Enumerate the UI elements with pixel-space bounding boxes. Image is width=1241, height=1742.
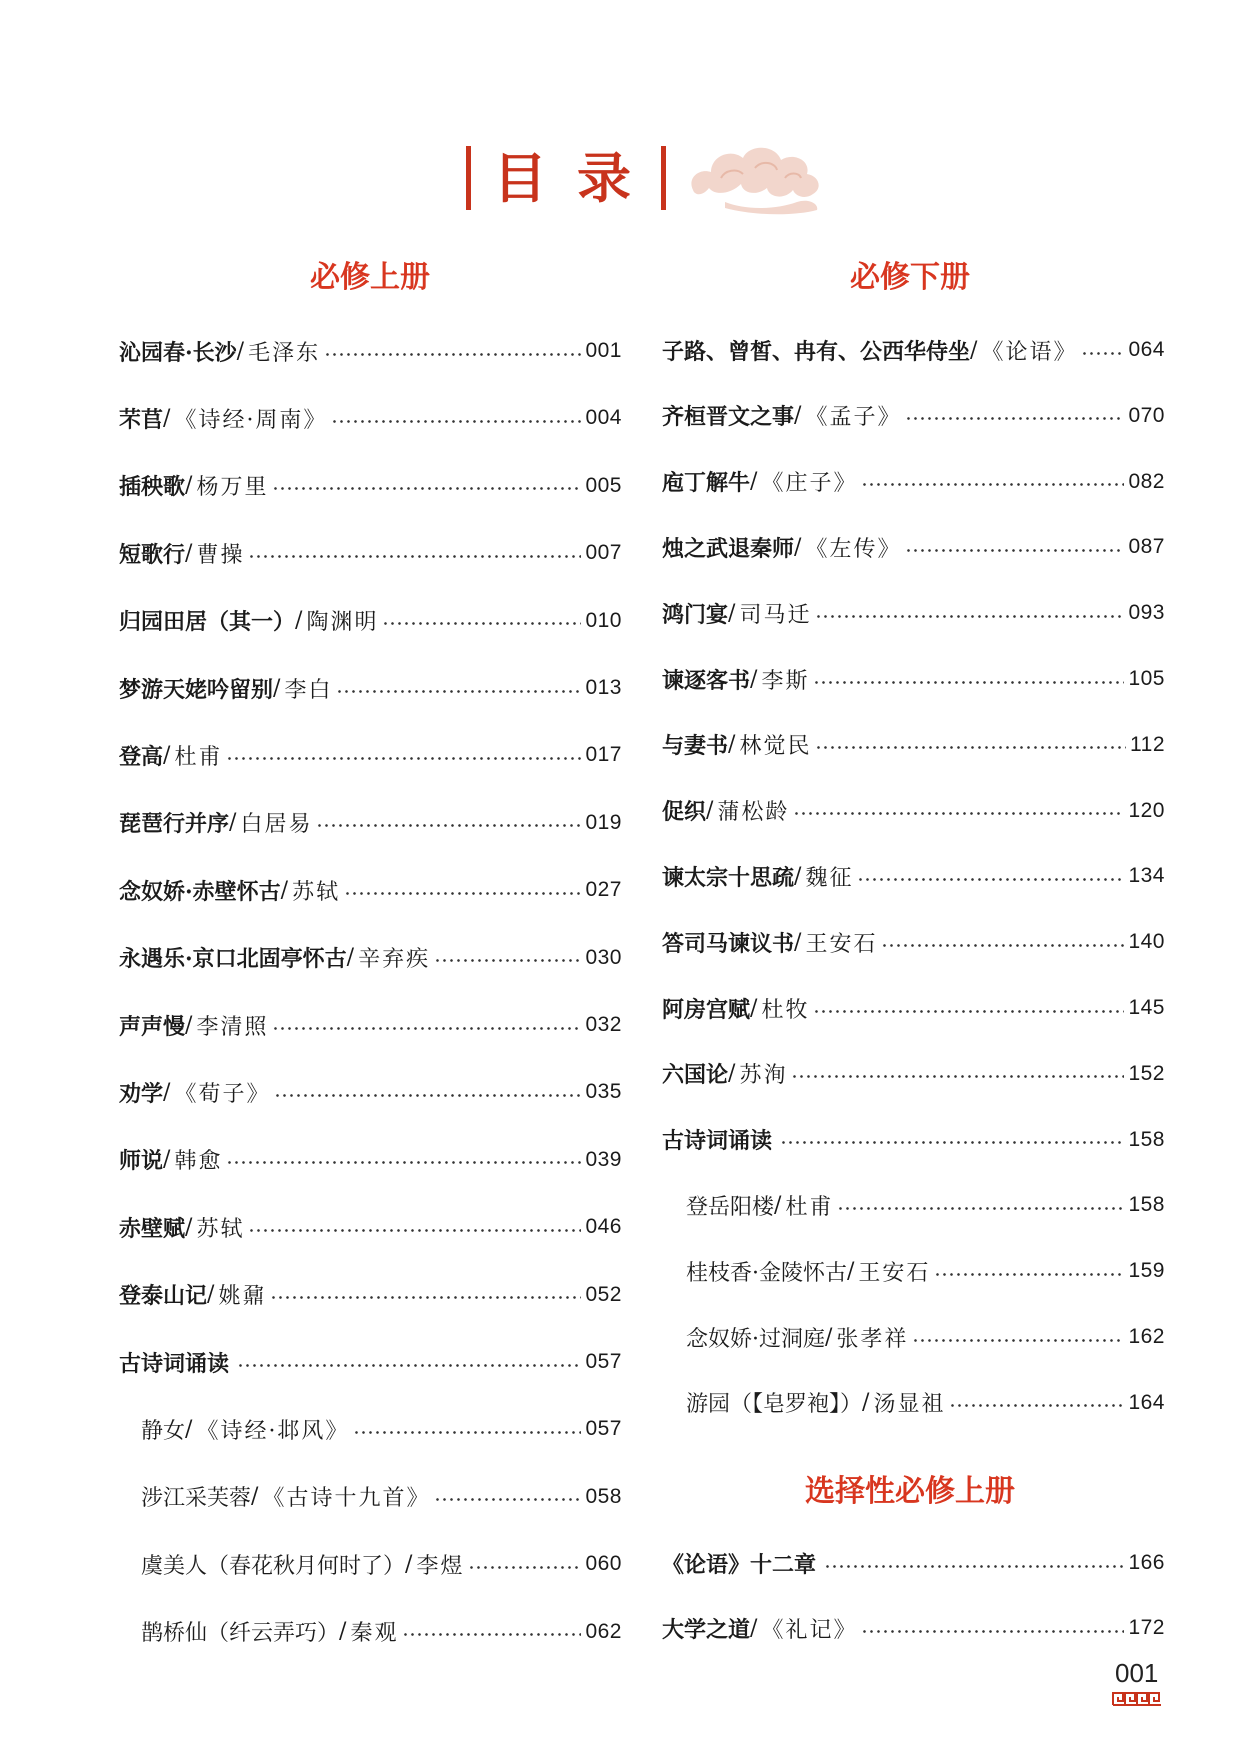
toc-entry-title: 《论语》十二章 <box>662 1551 817 1578</box>
toc-entry[interactable] <box>119 1275 622 1315</box>
toc-dot-leader <box>248 555 581 558</box>
cloud-decoration-icon <box>685 138 825 216</box>
toc-entry-title: 与妻书 <box>662 733 729 760</box>
toc-dot-leader <box>226 757 581 760</box>
toc-entry-author: 张孝祥 <box>836 1326 909 1352</box>
toc-dot-leader <box>857 878 1124 881</box>
toc-entry-title: 涉江采芙蓉 <box>141 1486 252 1512</box>
toc-entry-page-number: 152 <box>1128 1061 1165 1085</box>
toc-entry-title: 古诗词诵读 <box>119 1350 230 1377</box>
toc-entry[interactable] <box>119 870 622 910</box>
toc-entry-page-number: 032 <box>585 1013 622 1036</box>
toc-entry-author: 姚鼐 <box>218 1284 267 1310</box>
toc-entry-author: 李清照 <box>196 1014 269 1040</box>
toc-entry-author: 《庄子》 <box>761 471 858 497</box>
toc-entry-separator: / <box>750 469 758 495</box>
toc-entry-page-number: 027 <box>585 878 622 902</box>
toc-entry-separator: / <box>970 337 978 363</box>
toc-entry[interactable] <box>662 1120 1165 1160</box>
toc-dot-leader <box>336 690 581 693</box>
toc-entry-page-number: 060 <box>585 1552 622 1576</box>
toc-dot-leader <box>331 420 581 423</box>
toc-entry-separator: / <box>794 403 802 429</box>
toc-entry-title: 念奴娇·赤壁怀古 <box>119 878 281 905</box>
toc-entry-separator: / <box>774 1192 782 1218</box>
toc-entry-title: 短歌行 <box>119 541 186 568</box>
toc-entry-page-number: 070 <box>1128 403 1165 427</box>
toc-entry-separator: / <box>295 608 303 634</box>
section-heading-elective-1: 选择性必修上册 <box>805 1474 1015 1509</box>
toc-dot-leader <box>949 1404 1124 1407</box>
toc-entry-separator: / <box>229 810 237 836</box>
toc-entry-author: 汤显祖 <box>873 1392 946 1418</box>
toc-entry[interactable] <box>662 527 1165 567</box>
toc-entry-title: 游园（【皂罗袍】） <box>686 1392 863 1418</box>
toc-entry-title: 归园田居（其一） <box>119 609 296 636</box>
toc-dot-leader <box>248 1229 581 1232</box>
toc-entry[interactable] <box>662 659 1165 699</box>
toc-entry-page-number: 166 <box>1128 1551 1165 1574</box>
toc-entry-page-number: 035 <box>585 1080 622 1104</box>
toc-dot-leader <box>274 1094 581 1097</box>
toc-entry-separator: / <box>405 1551 413 1577</box>
toc-entry-title: 谏太宗十思疏 <box>662 864 795 891</box>
toc-entry[interactable] <box>662 988 1165 1028</box>
toc-dot-leader <box>881 944 1124 947</box>
toc-dot-leader <box>434 959 581 962</box>
toc-dot-leader <box>270 1296 581 1299</box>
toc-entry-author: 苏轼 <box>196 1216 245 1242</box>
toc-entry-author: 《论语》 <box>981 339 1078 365</box>
toc-entry-title: 鹊桥仙（纤云弄巧） <box>141 1621 340 1647</box>
toc-entry-author: 杨万里 <box>196 475 269 501</box>
toc-entry-page-number: 046 <box>585 1215 622 1239</box>
toc-entry-page-number: 162 <box>1128 1325 1165 1348</box>
toc-entry[interactable] <box>119 735 622 775</box>
toc-entry-separator: / <box>706 798 714 824</box>
toc-entry-page-number: 120 <box>1128 798 1165 822</box>
toc-entry-separator: / <box>251 1484 259 1510</box>
toc-dot-leader <box>912 1339 1124 1342</box>
toc-entry-page-number: 064 <box>1128 338 1165 361</box>
toc-entry-separator: / <box>185 1012 193 1038</box>
toc-entry-page-number: 001 <box>585 339 622 362</box>
toc-entry-separator: / <box>750 995 758 1021</box>
toc-entry-page-number: 052 <box>585 1282 622 1306</box>
toc-entry-page-number: 010 <box>585 608 622 632</box>
toc-entry-separator: / <box>794 863 802 889</box>
toc-entry[interactable] <box>141 1477 622 1517</box>
toc-entry-page-number: 158 <box>1128 1193 1165 1217</box>
toc-entry[interactable] <box>119 1140 622 1180</box>
toc-entry[interactable] <box>119 938 622 978</box>
toc-entry-author: 李煜 <box>416 1553 465 1579</box>
toc-dot-leader <box>272 1027 581 1030</box>
toc-entry[interactable] <box>662 1543 1165 1583</box>
toc-entry-author: 《孟子》 <box>805 405 902 431</box>
toc-entry-title: 声声慢 <box>119 1013 186 1040</box>
toc-entry-title: 大学之道 <box>662 1616 751 1643</box>
toc-dot-leader <box>793 812 1124 815</box>
toc-entry-separator: / <box>346 945 355 971</box>
toc-entry-title: 登泰山记 <box>119 1283 208 1310</box>
toc-dot-leader <box>815 746 1126 749</box>
toc-entry[interactable] <box>119 1207 622 1247</box>
toc-dot-leader <box>272 487 581 490</box>
toc-entry[interactable] <box>119 601 622 641</box>
toc-entry[interactable] <box>119 533 622 573</box>
toc-entry-page-number: 164 <box>1128 1390 1165 1414</box>
toc-entry-separator: / <box>207 1282 215 1308</box>
toc-entry-separator: / <box>847 1258 855 1284</box>
toc-entry-page-number: 172 <box>1128 1616 1165 1639</box>
toc-entry-title: 梦游天姥吟留别 <box>119 676 274 703</box>
toc-entry[interactable] <box>662 593 1165 633</box>
toc-entry-author: 王安石 <box>858 1260 931 1286</box>
toc-entry-page-number: 058 <box>585 1484 622 1508</box>
toc-entry-author: 陶渊明 <box>306 610 379 636</box>
section-heading-required-1: 必修上册 <box>310 260 430 295</box>
toc-entry-title: 齐桓晋文之事 <box>662 404 795 431</box>
toc-entry-author: 李白 <box>284 677 333 703</box>
toc-entry-author: 李斯 <box>761 668 810 694</box>
toc-dot-leader <box>344 892 581 895</box>
toc-entry-page-number: 145 <box>1128 996 1165 1019</box>
toc-dot-leader <box>1081 352 1124 355</box>
toc-entry-title: 芣苢 <box>119 406 164 433</box>
title-char-2: 录 <box>577 146 631 210</box>
toc-entry-page-number: 082 <box>1128 469 1165 493</box>
toc-entry-title: 永遇乐·京口北固亭怀古 <box>119 946 347 973</box>
toc-entry-separator: / <box>163 405 171 431</box>
toc-entry-author: 杜甫 <box>174 744 223 770</box>
toc-entry-separator: / <box>825 1324 833 1350</box>
toc-entry-page-number: 019 <box>585 810 622 834</box>
toc-entry-author: 《古诗十九首》 <box>262 1486 431 1512</box>
toc-entry-title: 烛之武退秦师 <box>662 535 795 562</box>
toc-entry-separator: / <box>728 600 736 626</box>
toc-dot-leader <box>226 1161 581 1164</box>
toc-entry[interactable] <box>119 331 622 371</box>
page-number: 001 <box>1115 1658 1159 1688</box>
toc-entry[interactable] <box>119 803 622 843</box>
toc-entry-page-number: 039 <box>585 1147 622 1171</box>
toc-dot-leader <box>382 622 581 625</box>
toc-entry-page-number: 112 <box>1130 732 1165 756</box>
toc-entry[interactable] <box>119 398 622 438</box>
toc-dot-leader <box>861 1630 1124 1633</box>
toc-entry-title: 桂枝香·金陵怀古 <box>686 1260 847 1286</box>
toc-entry-page-number: 158 <box>1128 1127 1165 1151</box>
toc-entry[interactable] <box>141 1544 622 1584</box>
toc-entry-author: 曹操 <box>196 542 245 568</box>
toc-entry-author: 毛泽东 <box>248 340 321 366</box>
toc-entry-author: 《荀子》 <box>174 1081 271 1107</box>
toc-entry-title: 答司马谏议书 <box>662 930 795 957</box>
toc-entry-author: 秦观 <box>350 1621 399 1647</box>
toc-dot-leader <box>468 1566 581 1569</box>
toc-entry[interactable] <box>686 1317 1165 1357</box>
toc-entry-page-number: 017 <box>585 743 622 767</box>
toc-dot-leader <box>824 1565 1124 1568</box>
toc-entry-title: 鸿门宴 <box>662 601 729 628</box>
toc-entry[interactable] <box>662 725 1165 765</box>
toc-dot-leader <box>316 824 581 827</box>
toc-entry-separator: / <box>185 1214 193 1240</box>
toc-entry[interactable] <box>119 1072 622 1112</box>
toc-dot-leader <box>815 615 1124 618</box>
toc-entry[interactable] <box>686 1251 1165 1291</box>
toc-entry-title: 古诗词诵读 <box>662 1128 773 1155</box>
toc-entry[interactable] <box>662 1608 1165 1648</box>
toc-entry[interactable] <box>662 330 1165 370</box>
toc-dot-leader <box>837 1207 1124 1210</box>
toc-entry[interactable] <box>119 1342 622 1382</box>
toc-entry-author: 《诗经·周南》 <box>174 407 328 433</box>
toc-entry-separator: / <box>163 742 171 768</box>
toc-entry-author: 辛弃疾 <box>358 947 431 973</box>
toc-entry[interactable] <box>662 396 1165 436</box>
toc-entry-title: 静女 <box>141 1418 186 1444</box>
toc-entry[interactable] <box>662 791 1165 831</box>
toc-entry-separator: / <box>728 732 736 758</box>
toc-entry-title: 阿房宫赋 <box>662 996 751 1023</box>
toc-entry-author: 苏轼 <box>292 879 341 905</box>
toc-entry-author: 蒲松龄 <box>717 800 790 826</box>
toc-entry-separator: / <box>185 473 193 499</box>
toc-entry-separator: / <box>280 877 289 903</box>
toc-entry[interactable] <box>119 466 622 506</box>
toc-entry[interactable] <box>141 1612 622 1652</box>
toc-entry[interactable] <box>119 668 622 708</box>
toc-entry-title: 子路、曾皙、冉有、公西华侍坐 <box>662 338 971 365</box>
toc-entry-author: 白居易 <box>240 812 313 838</box>
toc-dot-leader <box>780 1141 1124 1144</box>
toc-entry-author: 《诗经·邶风》 <box>196 1418 350 1444</box>
toc-entry-author: 魏征 <box>805 865 854 891</box>
toc-entry-page-number: 087 <box>1128 535 1165 559</box>
toc-entry-page-number: 030 <box>585 945 622 969</box>
toc-entry[interactable] <box>662 856 1165 896</box>
toc-dot-leader <box>402 1633 581 1636</box>
toc-entry-page-number: 057 <box>585 1417 622 1441</box>
toc-entry-title: 劝学 <box>119 1080 164 1107</box>
toc-entry-separator: / <box>339 1619 347 1645</box>
toc-entry[interactable] <box>662 922 1165 962</box>
toc-entry-separator: / <box>185 540 193 566</box>
toc-dot-leader <box>324 353 581 356</box>
toc-entry-separator: / <box>163 1079 171 1105</box>
toc-entry-author: 苏洵 <box>739 1063 788 1089</box>
toc-entry-separator: / <box>163 1147 171 1173</box>
toc-entry-separator: / <box>794 534 802 560</box>
toc-entry-author: 韩愈 <box>174 1149 223 1175</box>
toc-entry-title: 念奴娇·过洞庭 <box>686 1326 825 1352</box>
toc-entry-page-number: 159 <box>1128 1259 1165 1283</box>
page-title <box>466 146 666 210</box>
toc-entry-page-number: 140 <box>1128 930 1165 954</box>
toc-entry-title: 琵琶行并序 <box>119 811 230 838</box>
toc-entry-author: 杜牧 <box>761 997 810 1023</box>
toc-entry-title: 插秧歌 <box>119 474 186 501</box>
toc-entry-page-number: 057 <box>585 1350 622 1373</box>
toc-entry[interactable] <box>119 1005 622 1045</box>
toc-entry-author: 司马迁 <box>739 602 812 628</box>
toc-entry-page-number: 005 <box>585 473 622 497</box>
section-heading-required-2: 必修下册 <box>850 260 970 295</box>
toc-entry-author: 林觉民 <box>739 734 812 760</box>
toc-dot-leader <box>237 1364 581 1367</box>
toc-entry-page-number: 093 <box>1128 601 1165 625</box>
toc-entry[interactable] <box>662 462 1165 502</box>
toc-entry-separator: / <box>862 1390 870 1416</box>
toc-entry-title: 沁园春·长沙 <box>119 339 237 366</box>
toc-entry-separator: / <box>273 675 281 701</box>
toc-entry-page-number: 105 <box>1128 667 1165 690</box>
title-char-1: 目 <box>493 146 547 210</box>
toc-entry-page-number: 062 <box>585 1619 622 1643</box>
toc-entry-page-number: 134 <box>1128 864 1165 888</box>
toc-entry-title: 登岳阳楼 <box>686 1194 775 1220</box>
toc-entry-title: 谏逐客书 <box>662 667 751 694</box>
toc-entry-author: 王安石 <box>805 931 878 957</box>
toc-dot-leader <box>905 549 1124 552</box>
toc-dot-leader <box>353 1431 581 1434</box>
toc-dot-leader <box>813 1010 1124 1013</box>
toc-dot-leader <box>791 1075 1124 1078</box>
toc-entry-title: 赤壁赋 <box>119 1215 186 1242</box>
toc-entry-separator: / <box>794 929 802 955</box>
fret-pattern-icon <box>1112 1692 1162 1706</box>
toc-entry-separator: / <box>750 1615 758 1641</box>
toc-entry[interactable] <box>686 1383 1165 1423</box>
toc-dot-leader <box>434 1498 581 1501</box>
toc-entry-page-number: 013 <box>585 676 622 699</box>
toc-entry-title: 师说 <box>119 1148 164 1175</box>
toc-entry[interactable] <box>686 1185 1165 1225</box>
toc-entry-separator: / <box>728 1061 736 1087</box>
toc-entry-title: 虞美人（春花秋月何时了） <box>141 1553 406 1579</box>
toc-entry-separator: / <box>750 666 758 692</box>
toc-entry-title: 六国论 <box>662 1062 729 1089</box>
toc-entry[interactable] <box>141 1409 622 1449</box>
toc-entry-page-number: 004 <box>585 406 622 430</box>
toc-dot-leader <box>861 483 1124 486</box>
toc-dot-leader <box>905 417 1124 420</box>
toc-entry[interactable] <box>662 1054 1165 1094</box>
toc-entry-author: 《礼记》 <box>761 1617 858 1643</box>
toc-entry-page-number: 007 <box>585 541 622 565</box>
toc-entry-separator: / <box>185 1416 193 1442</box>
toc-entry-title: 促织 <box>662 799 707 826</box>
toc-entry-separator: / <box>236 338 245 364</box>
toc-entry-author: 杜甫 <box>785 1194 834 1220</box>
toc-dot-leader <box>934 1273 1124 1276</box>
toc-entry-author: 《左传》 <box>805 536 902 562</box>
toc-dot-leader <box>813 681 1124 684</box>
toc-entry-title: 登高 <box>119 743 164 770</box>
toc-entry-title: 庖丁解牛 <box>662 470 751 497</box>
